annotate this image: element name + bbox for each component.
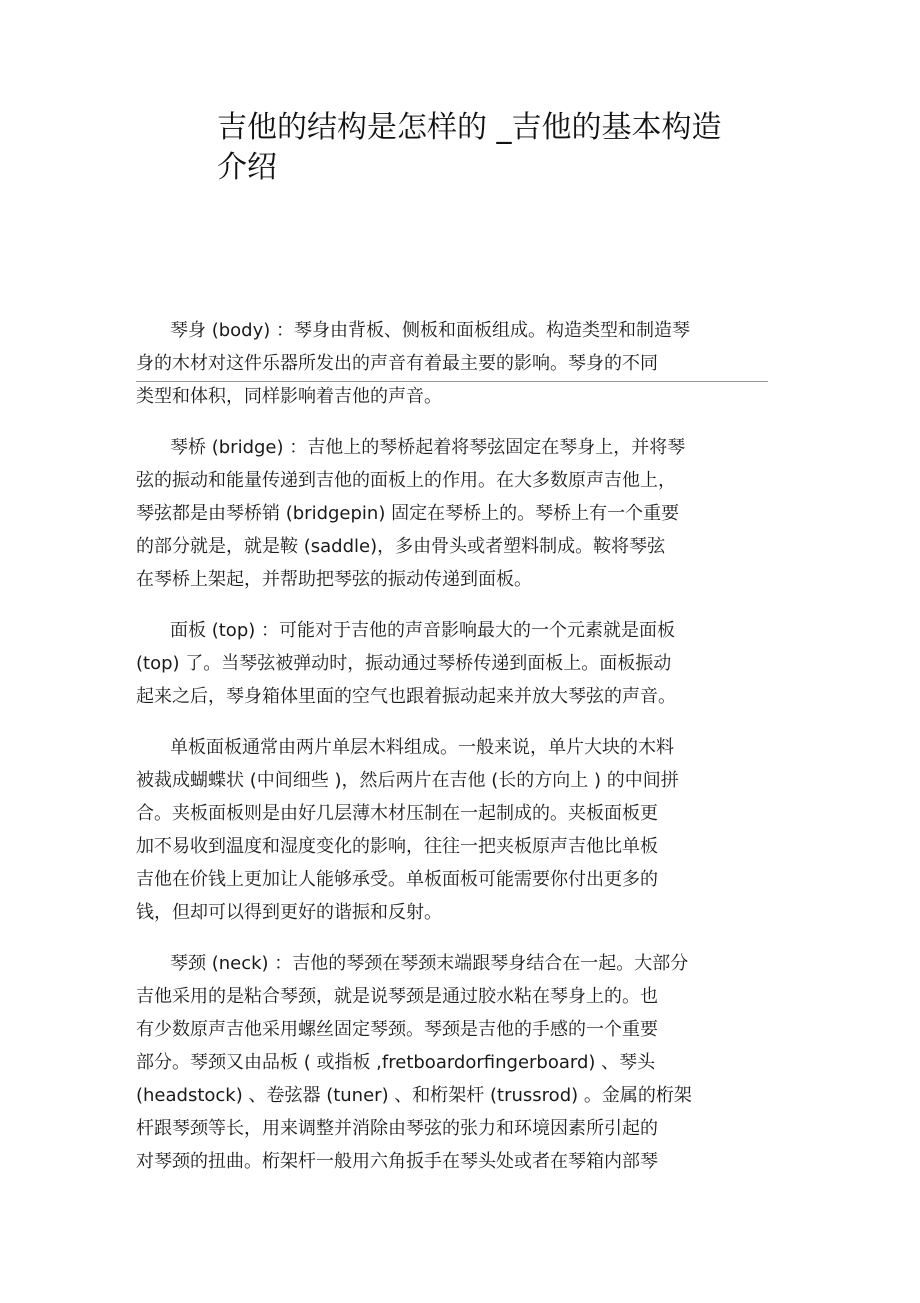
text-line: 身的木材对这件乐器所发出的声音有着最主要的影响。琴身的不同 (136, 353, 658, 374)
document-body (136, 314, 776, 1196)
text-line: 弦的振动和能量传递到吉他的面板上的作用。在大多数原声吉他上， (136, 470, 676, 491)
text-line: (headstock) 、卷弦器 (tuner) 、和桁架杆 (trussrod) 。金属的桁架 (136, 1085, 692, 1106)
text-line: 的部分就是，就是鞍 (saddle)，多由骨头或者塑料制成。鞍将琴弦 (136, 536, 666, 557)
text-line: 琴身 (body) ：琴身由背板、侧板和面板组成。构造类型和制造琴 (170, 320, 691, 341)
text-line: 杆跟琴颈等长，用来调整并消除由琴弦的张力和环境因素所引起的 (136, 1118, 658, 1139)
text-line: 加不易收到温度和湿度变化的影响，往往一把夹板原声吉他比单板 (136, 836, 658, 857)
text-line: 在琴桥上架起，并帮助把琴弦的振动传递到面板。 (136, 569, 532, 590)
text-line: 对琴颈的扭曲。桁架杆一般用六角扳手在琴头处或者在琴箱内部琴 (136, 1151, 658, 1172)
paragraph-neck (136, 947, 776, 1178)
text-line: 类型和体积，同样影响着吉他的声音。 (136, 386, 442, 407)
title-line: 介绍 (217, 150, 277, 185)
text-line: 被裁成蝴蝶状 (中间细些 )，然后两片在吉他 (长的方向上 ) 的中间拼 (136, 770, 679, 791)
text-line: 琴颈 (neck) ：吉他的琴颈在琴颈末端跟琴身结合在一起。大部分 (170, 953, 689, 974)
paragraph-solid-top (136, 731, 776, 929)
document-title (217, 108, 722, 188)
text-line: 琴桥 (bridge) ：吉他上的琴桥起着将琴弦固定在琴身上，并将琴 (170, 437, 686, 458)
paragraph-body (136, 314, 776, 413)
text-line: (top) 了。当琴弦被弹动时，振动通过琴桥传递到面板上。面板振动 (136, 653, 672, 674)
paragraph-top (136, 614, 776, 713)
text-line: 合。夹板面板则是由好几层薄木材压制在一起制成的。夹板面板更 (136, 803, 658, 824)
text-line: 面板 (top) ：可能对于吉他的声音影响最大的一个元素就是面板 (170, 620, 675, 641)
text-line: 部分。琴颈又由品板 ( 或指板 ,fretboardorfingerboard) 、琴头 (136, 1052, 656, 1073)
text-line: 有少数原声吉他采用螺丝固定琴颈。琴颈是吉他的手感的一个重要 (136, 1019, 658, 1040)
text-line: 起来之后，琴身箱体里面的空气也跟着振动起来并放大琴弦的声音。 (136, 686, 676, 707)
text-line: 钱，但却可以得到更好的谐振和反射。 (136, 902, 442, 923)
text-line: 吉他在价钱上更加让人能够承受。单板面板可能需要你付出更多的 (136, 869, 658, 890)
text-line: 吉他采用的是粘合琴颈，就是说琴颈是通过胶水粘在琴身上的。也 (136, 986, 658, 1007)
text-line: 单板面板通常由两片单层木料组成。一般来说，单片大块的木料 (170, 737, 674, 758)
paragraph-bridge (136, 431, 776, 596)
text-line: 琴弦都是由琴桥销 (bridgepin) 固定在琴桥上的。琴桥上有一个重要 (136, 503, 680, 524)
title-line: 吉他的结构是怎样的 _吉他的基本构造 (217, 110, 722, 145)
